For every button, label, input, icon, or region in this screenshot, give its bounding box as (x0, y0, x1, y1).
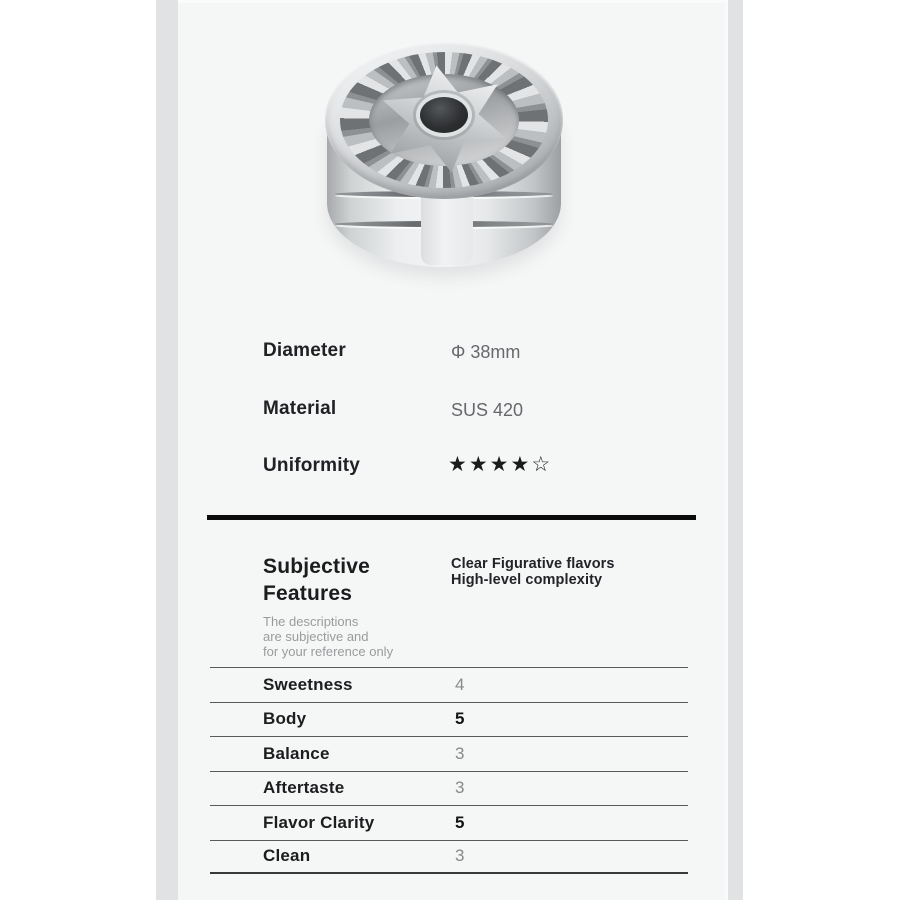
ratings-table (210, 667, 688, 874)
burr-product-photo (325, 41, 563, 269)
star-filled-icons: ★★★★ (448, 453, 532, 476)
row-label: Sweetness (263, 674, 353, 694)
table-row-balance (210, 736, 688, 771)
flavor-summary-line2: High-level complexity (451, 572, 603, 588)
row-value: 4 (455, 674, 465, 694)
row-label: Clean (263, 846, 311, 866)
row-value: 3 (455, 846, 465, 866)
subjective-features-title (263, 553, 370, 607)
flavor-summary (451, 556, 615, 588)
row-value: 5 (455, 812, 465, 832)
star-empty-icon: ☆ (531, 453, 553, 476)
page-edge-right (728, 0, 743, 900)
disclaimer-line1: The descriptions (263, 614, 359, 629)
table-row-aftertaste (210, 771, 688, 806)
subjective-title-line2: Features (263, 582, 353, 605)
burr-center-hole (420, 97, 468, 133)
row-label: Body (263, 709, 307, 729)
subjective-title-line1: Subjective (263, 555, 371, 578)
row-label: Flavor Clarity (263, 812, 375, 832)
disclaimer-line3: for your reference only (263, 644, 394, 659)
row-value: 3 (455, 743, 465, 763)
row-value: 3 (455, 778, 465, 798)
row-label: Balance (263, 743, 330, 763)
uniformity-label: Uniformity (263, 455, 360, 476)
spec-sheet-panel (178, 0, 728, 900)
row-value: 5 (455, 709, 465, 729)
material-label: Material (263, 398, 337, 419)
material-value: SUS 420 (451, 400, 524, 420)
table-row-clean (210, 840, 688, 875)
section-divider (207, 515, 696, 520)
table-row-sweetness (210, 667, 688, 702)
table-row-body (210, 702, 688, 737)
diameter-value: Φ 38mm (451, 342, 521, 362)
disclaimer-line2: are subjective and (263, 629, 369, 644)
page-edge-left (156, 0, 178, 900)
diameter-label: Diameter (263, 340, 346, 361)
uniformity-rating (448, 452, 552, 477)
table-row-flavor-clarity (210, 805, 688, 840)
subjective-disclaimer (263, 614, 393, 659)
row-label: Aftertaste (263, 778, 345, 798)
flavor-summary-line1: Clear Figurative flavors (451, 556, 615, 572)
